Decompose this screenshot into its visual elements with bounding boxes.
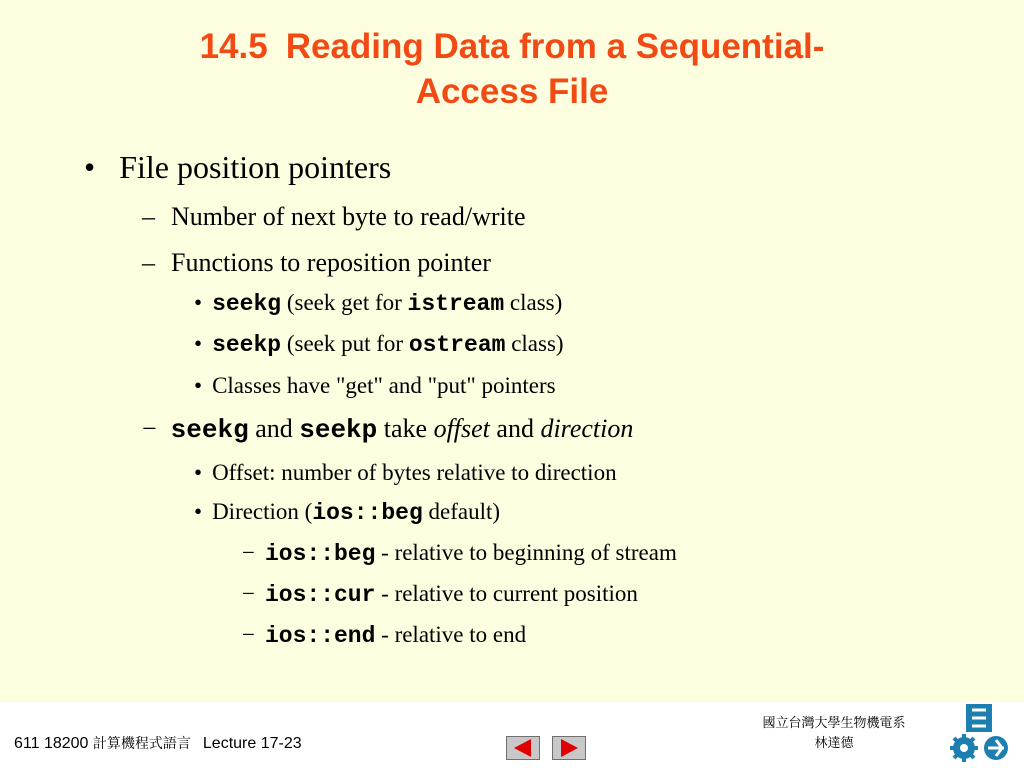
code-seekp: seekp bbox=[212, 332, 282, 358]
sub-bullet-text: Number of next byte to read/write bbox=[171, 202, 526, 231]
bullet-marker: • bbox=[194, 373, 203, 398]
code-ios-cur: ios::cur bbox=[264, 582, 376, 608]
bullet-text: File position pointers bbox=[119, 149, 392, 185]
code-seekg: seekg bbox=[212, 291, 282, 317]
item-ios-beg bbox=[242, 540, 677, 567]
code-istream: istream bbox=[407, 291, 505, 317]
title-line-2: Access File bbox=[415, 72, 609, 111]
code-ios-end: ios::end bbox=[264, 623, 376, 649]
item-text: - relative to current position bbox=[375, 581, 638, 606]
item-text: - relative to end bbox=[375, 622, 527, 647]
section-number: 14.5 bbox=[199, 27, 268, 66]
item-text: class) bbox=[505, 331, 564, 356]
item-text: (seek put for bbox=[281, 331, 409, 356]
organization-name bbox=[736, 714, 932, 754]
lecture-page: Lecture 17-23 bbox=[202, 735, 302, 752]
bullet-marker: • bbox=[194, 460, 203, 485]
dash-marker: − bbox=[242, 581, 255, 606]
prev-slide-button[interactable] bbox=[506, 736, 540, 760]
item-get-put-pointers bbox=[194, 373, 556, 399]
item-text: - relative to beginning of stream bbox=[375, 540, 677, 565]
next-arrow-icon bbox=[553, 737, 585, 759]
bullet-file-position-pointers bbox=[84, 149, 391, 186]
dash-marker: − bbox=[142, 414, 157, 443]
sub-bullet-reposition-functions bbox=[142, 248, 491, 278]
bullet-marker: • bbox=[194, 499, 203, 524]
item-seekg bbox=[194, 290, 562, 317]
code-ostream: ostream bbox=[408, 332, 506, 358]
term-offset: offset bbox=[433, 414, 490, 443]
item-offset bbox=[194, 460, 617, 486]
item-seekp bbox=[194, 331, 564, 358]
sub-bullet-text: and bbox=[489, 414, 541, 443]
dash-marker: – bbox=[142, 248, 155, 277]
course-number: 611 18200 bbox=[14, 735, 93, 752]
department-name: 國立台灣大學生物機電系 bbox=[762, 716, 906, 731]
bullet-marker: • bbox=[194, 331, 203, 356]
next-slide-button[interactable] bbox=[552, 736, 586, 760]
code-ios-beg: ios::beg bbox=[312, 500, 423, 526]
sub-bullet-text: Functions to reposition pointer bbox=[171, 248, 491, 277]
item-ios-cur bbox=[242, 581, 638, 608]
code-seekp: seekp bbox=[299, 415, 378, 445]
author-name: 林達德 bbox=[814, 736, 854, 751]
item-text: class) bbox=[504, 290, 563, 315]
dash-marker: − bbox=[242, 540, 255, 565]
sub-bullet-seek-parameters bbox=[142, 414, 633, 445]
sub-bullet-text: and bbox=[248, 414, 300, 443]
sub-bullet-next-byte bbox=[142, 202, 526, 232]
footer-course-info bbox=[14, 733, 302, 753]
department-logo-icon bbox=[948, 702, 1012, 766]
item-text: default) bbox=[422, 499, 501, 524]
title-line-1: Reading Data from a Sequential- bbox=[285, 27, 825, 66]
sub-bullet-text: take bbox=[377, 414, 434, 443]
code-ios-beg: ios::beg bbox=[264, 541, 376, 567]
bullet-marker: • bbox=[194, 290, 203, 315]
bullet-marker: • bbox=[84, 149, 96, 185]
code-seekg: seekg bbox=[170, 415, 249, 445]
dash-marker: − bbox=[242, 622, 255, 647]
item-text: Classes have "get" and "put" pointers bbox=[212, 373, 556, 398]
slide-title bbox=[100, 24, 924, 114]
item-text: (seek get for bbox=[281, 290, 408, 315]
prev-arrow-icon bbox=[507, 737, 539, 759]
dash-marker: – bbox=[142, 202, 155, 231]
item-ios-end bbox=[242, 622, 526, 649]
item-direction bbox=[194, 499, 500, 526]
term-direction: direction bbox=[540, 414, 634, 443]
course-name: 計算機程式語言 bbox=[92, 736, 191, 752]
item-text: Direction ( bbox=[212, 499, 313, 524]
item-text: Offset: number of bytes relative to direction bbox=[212, 460, 617, 485]
